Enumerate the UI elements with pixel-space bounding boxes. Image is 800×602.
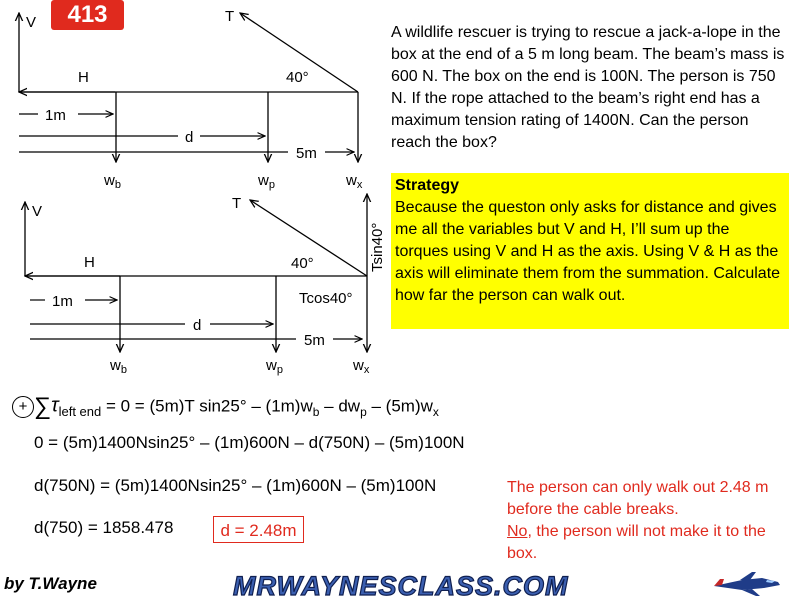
free-body-diagrams	[0, 0, 390, 380]
dim-1m-label-2: 1m	[52, 293, 73, 310]
t-label-2: T	[232, 195, 242, 212]
angle-label: 40°	[286, 69, 309, 86]
wp-label: $w_p$	[258, 172, 275, 191]
site-logo: MRWAYNESCLASS.COM	[233, 571, 569, 601]
equation-2: 0 = (5m)1400Nsin25° – (1m)600N – d(750N) – (5m)100N	[34, 433, 465, 452]
wp-label-2: $w_p$	[266, 357, 283, 376]
strategy-text: Because the queston only asks for distance and gives me all the variables but V and H, I’ll sum up the torques using V and H as the axis. Using V & H as the axis will eliminate them from the summation. Calculate how far the person can walk out.	[395, 199, 781, 304]
wb-label-2: $w_b$	[110, 357, 127, 376]
tsin-label: Tsin40°	[369, 222, 386, 272]
dim-5m-label: 5m	[296, 145, 317, 162]
wb-label: $w_b$	[104, 172, 121, 191]
equation-torque-sum: + $\sum\tau_{left end} = 0 = (5m)T$ $\sin 25^\circ - (1m)w_b - dw_p - (5m)w_x$	[12, 393, 439, 421]
problem-statement: A wildlife rescuer is trying to rescue a jack-a-lope in the box at the end of a 5 m long beam. The beam’s mass is 600 N. The box on the end is 100N. The person is 750 N. If the rope attached to the beam’s right end has a maximum tension rating of 1400N. Can the person reach the box?	[391, 24, 785, 151]
equation-1-main: = 0 = (5m)T sin25° – (1m)w	[101, 396, 313, 416]
jet-icon	[712, 570, 784, 598]
author-credit: by T.Wayne	[4, 574, 97, 593]
sigma-symbol: ∑	[34, 393, 52, 420]
equation-3: d(750N) = (5m)1400Nsin25° – (1m)600N – (5m)100N	[34, 476, 437, 495]
dim-d-label: d	[185, 129, 194, 146]
wx-label: $w_x$	[346, 172, 363, 191]
strategy-box	[391, 173, 789, 329]
dim-1m-label: 1m	[45, 107, 66, 124]
tau-subscript: left end	[58, 403, 102, 419]
diagram-top	[19, 8, 363, 191]
wx-label-2: $w_x$	[353, 357, 370, 376]
h-label: H	[78, 69, 89, 86]
tau-symbol: τ	[51, 394, 59, 417]
h-label-2: H	[84, 254, 95, 271]
answer-conclusion: The person can only walk out 2.48 m before the cable breaks. No, the person will not make it to the box.	[507, 479, 769, 562]
t-label: T	[225, 8, 235, 25]
strategy-title: Strategy	[395, 177, 460, 194]
problem-number-badge: 413	[51, 0, 124, 30]
tcos-label: Tcos40°	[299, 290, 353, 307]
dim-d-label-2: d	[193, 317, 202, 334]
counterclockwise-positive-icon: +	[12, 396, 34, 418]
angle-label-2: 40°	[291, 255, 314, 272]
diagram-bottom	[25, 194, 386, 376]
v-label-2: V	[32, 203, 43, 220]
dim-5m-label-2: 5m	[304, 332, 325, 349]
answer-box: d = 2.48m	[213, 516, 304, 543]
v-label: V	[26, 14, 37, 31]
equation-4: d(750) = 1858.478	[34, 518, 174, 537]
